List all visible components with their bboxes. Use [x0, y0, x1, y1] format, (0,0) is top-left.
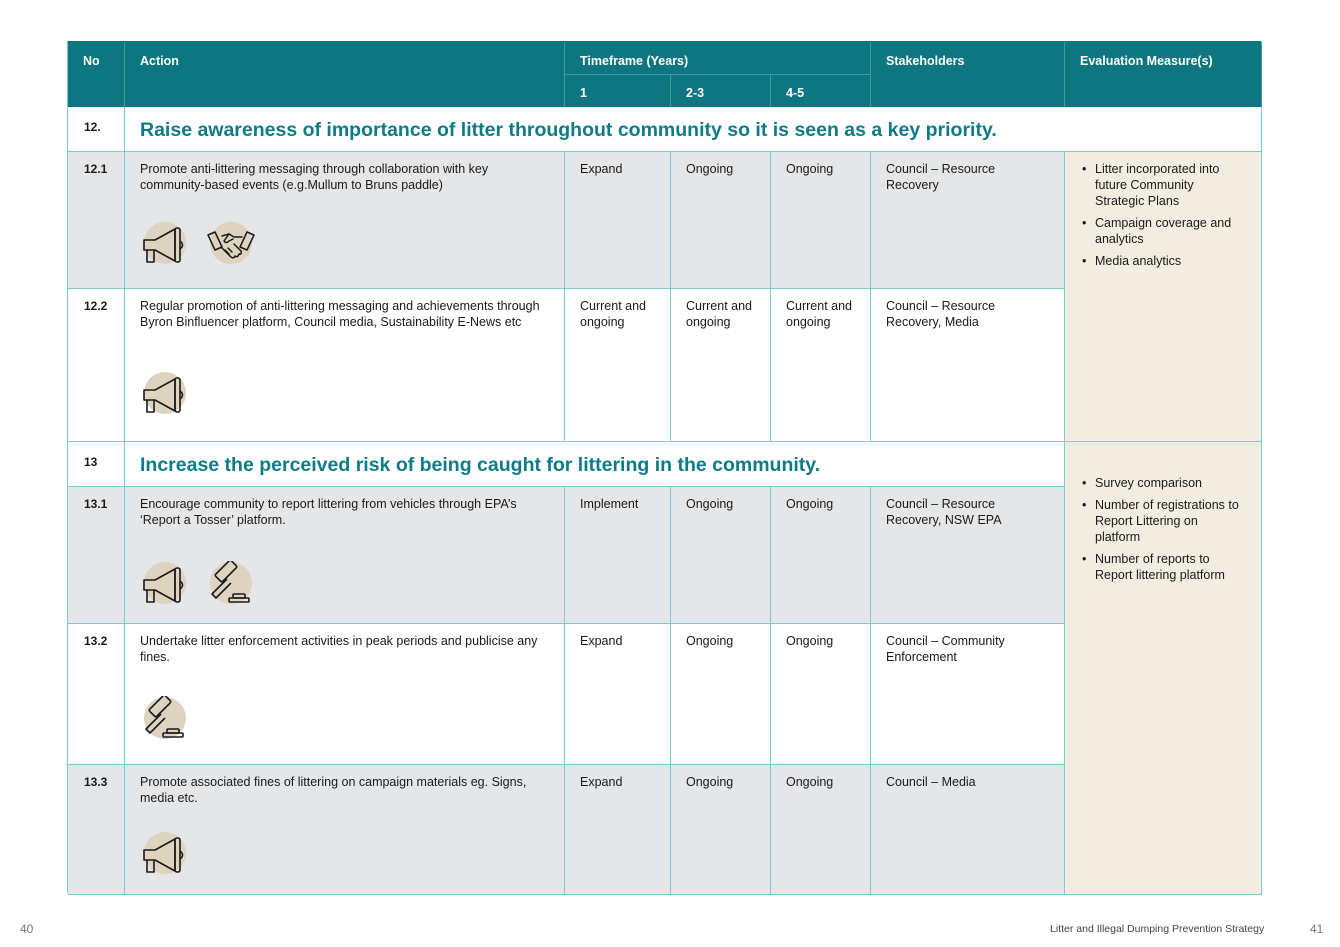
- row-13-2-tf1: Expand: [565, 624, 671, 765]
- action-plan-table: [67, 41, 1261, 893]
- header-no-label: No: [83, 54, 100, 68]
- handshake-icon: [207, 221, 255, 269]
- footer-document-title: Litter and Illegal Dumping Prevention Strategy: [1050, 923, 1265, 935]
- row-13-3-action: [125, 765, 565, 895]
- row-12-1-tf45: Ongoing: [771, 152, 871, 289]
- header-stakeholders-label: Stakeholders: [886, 54, 965, 68]
- row-12-1-tf23: Ongoing: [671, 152, 771, 289]
- row-13-3-tf23: Ongoing: [671, 765, 771, 895]
- row-13-1-action: [125, 487, 565, 624]
- header-timeframe-2-3: [671, 74, 771, 107]
- page-number-left: 40: [20, 922, 34, 936]
- row-12-2-tf45: Current and ongoing: [771, 289, 871, 442]
- row-13-2-stakeholders: Council – Community Enforcement: [871, 624, 1065, 765]
- row-13-1-tf1: Implement: [565, 487, 671, 624]
- row-13-3-no: 13.3: [68, 765, 125, 895]
- evaluation-item: • Media analytics: [1080, 253, 1246, 269]
- row-12-1-action-text: Promote anti-littering messaging through collaboration with key community-based events (e.g.Mullum to Bruns paddle): [140, 162, 489, 192]
- row-12-2-action-text: Regular promotion of anti-littering messaging and achievements through Byron Binfluencer platform, Council media, Sustainability E-News etc: [140, 299, 540, 329]
- evaluation-item: • Survey comparison: [1080, 475, 1246, 491]
- header-timeframe-label: Timeframe (Years): [580, 54, 689, 68]
- row-12-2-stakeholders: Council – Resource Recovery, Media: [871, 289, 1065, 442]
- row-13-2-tf45: Ongoing: [771, 624, 871, 765]
- row-13-1-tf45: Ongoing: [771, 487, 871, 624]
- page-number-right: 41: [1310, 922, 1324, 936]
- row-13-3-tf1: Expand: [565, 765, 671, 895]
- evaluation-13: [1065, 442, 1262, 895]
- evaluation-13-list: [1080, 475, 1246, 583]
- header-timeframe-1: [565, 74, 671, 107]
- row-12-1-stakeholders: Council – Resource Recovery: [871, 152, 1065, 289]
- gavel-icon: [141, 696, 189, 744]
- megaphone-icon: [141, 371, 189, 419]
- header-evaluation: [1065, 42, 1262, 107]
- section-13-no: 13: [68, 442, 125, 487]
- megaphone-icon: [141, 831, 189, 879]
- row-12-2-no: 12.2: [68, 289, 125, 442]
- row-13-3-icons: [141, 831, 189, 879]
- evaluation-12-list: [1080, 161, 1246, 269]
- header-tf23-label: 2-3: [686, 86, 705, 100]
- megaphone-icon: [141, 561, 189, 609]
- section-13-title: Increase the perceived risk of being caught for littering in the community.: [125, 442, 1065, 487]
- row-13-2-action: [125, 624, 565, 765]
- section-12-title: Raise awareness of importance of litter throughout community so it is seen as a key priority.: [125, 107, 1262, 152]
- header-tf1-label: 1: [580, 86, 587, 100]
- gavel-icon: [207, 561, 255, 609]
- row-13-1-tf23: Ongoing: [671, 487, 771, 624]
- evaluation-item: • Campaign coverage and analytics: [1080, 215, 1246, 247]
- header-action-label: Action: [140, 54, 179, 68]
- evaluation-item: • Number of registrations to Report Littering on platform: [1080, 497, 1246, 545]
- row-13-3-action-text: Promote associated fines of littering on campaign materials eg. Signs, media etc.: [140, 775, 527, 805]
- row-13-3-tf45: Ongoing: [771, 765, 871, 895]
- section-12-no: 12.: [68, 107, 125, 152]
- row-13-1-action-text: Encourage community to report littering from vehicles through EPA’s ‘Report a Tosser’ platform.: [140, 497, 517, 527]
- megaphone-icon: [141, 221, 189, 269]
- evaluation-item: • Litter incorporated into future Community Strategic Plans: [1080, 161, 1246, 209]
- row-13-2-no: 13.2: [68, 624, 125, 765]
- row-13-1-no: 13.1: [68, 487, 125, 624]
- header-tf45-label: 4-5: [786, 86, 805, 100]
- row-13-3-stakeholders: Council – Media: [871, 765, 1065, 895]
- row-12-2-tf1: Current and ongoing: [565, 289, 671, 442]
- header-evaluation-label: Evaluation Measure(s): [1080, 54, 1213, 68]
- row-12-1-tf1: Expand: [565, 152, 671, 289]
- header-stakeholders: [871, 42, 1065, 107]
- row-12-1-icons: [141, 221, 255, 269]
- header-timeframe-4-5: [771, 74, 871, 107]
- header-action: [125, 42, 565, 107]
- row-13-1-icons: [141, 561, 255, 609]
- row-13-2-tf23: Ongoing: [671, 624, 771, 765]
- row-12-1-no: 12.1: [68, 152, 125, 289]
- header-no: [68, 42, 125, 107]
- row-12-2-action: [125, 289, 565, 442]
- evaluation-12: [1065, 152, 1262, 442]
- evaluation-item: • Number of reports to Report littering platform: [1080, 551, 1246, 583]
- row-12-1-action: [125, 152, 565, 289]
- row-12-2-tf23: Current and ongoing: [671, 289, 771, 442]
- row-13-1-stakeholders: Council – Resource Recovery, NSW EPA: [871, 487, 1065, 624]
- row-12-2-icons: [141, 371, 189, 419]
- row-13-2-icons: [141, 696, 189, 744]
- row-13-2-action-text: Undertake litter enforcement activities in peak periods and publicise any fines.: [140, 634, 538, 664]
- header-timeframe: [565, 42, 871, 74]
